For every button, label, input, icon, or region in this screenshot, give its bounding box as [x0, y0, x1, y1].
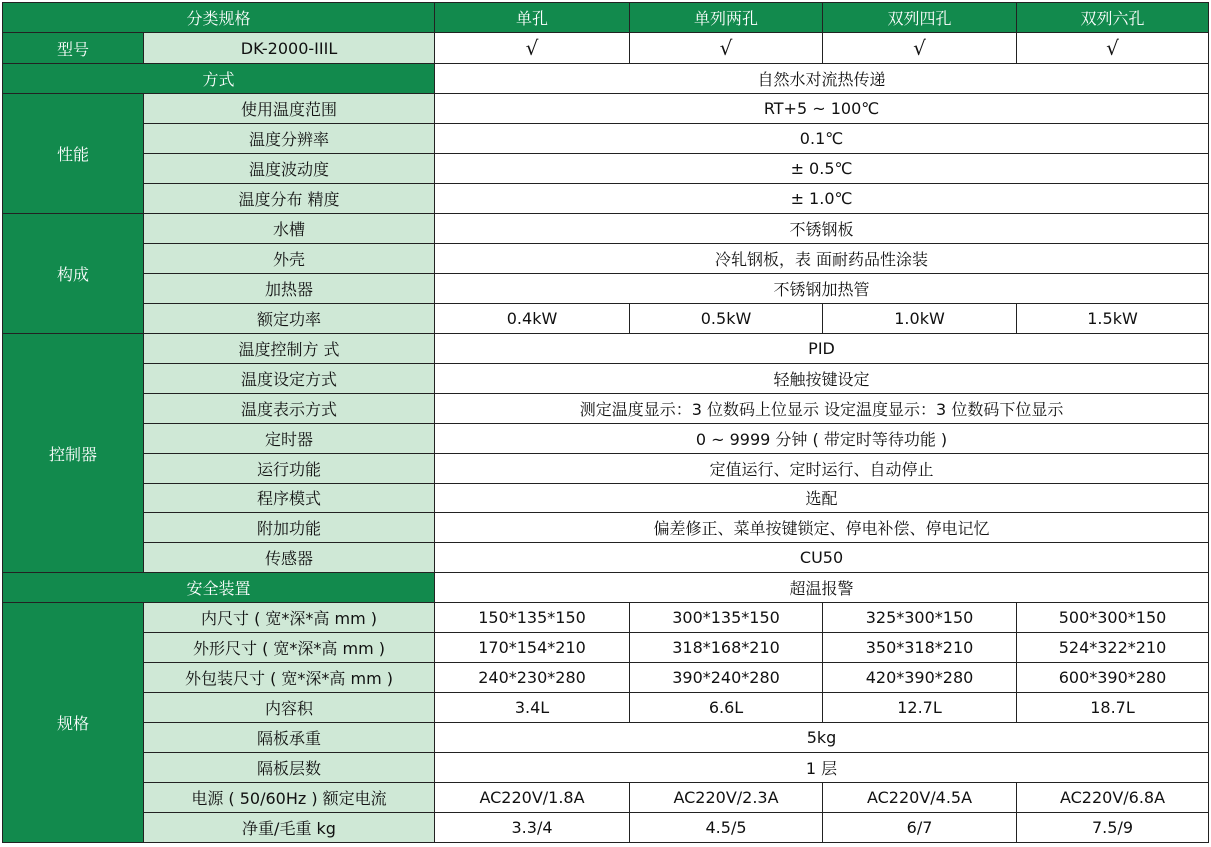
- row-label: 温度表示方式: [144, 393, 435, 423]
- spec-row: [3, 124, 1209, 154]
- inner-size-value: 325*300*150: [823, 603, 1017, 633]
- row-value: 轻触按键设定: [435, 363, 1209, 393]
- power-supply-value: AC220V/4.5A: [823, 783, 1017, 813]
- model-label: 型号: [3, 32, 144, 63]
- row-label: 水槽: [144, 213, 435, 243]
- row-value: 0 ~ 9999 分钟 ( 带定时等待功能 ): [435, 423, 1209, 453]
- spec-row: [3, 453, 1209, 483]
- row-value: ± 1.0℃: [435, 183, 1209, 213]
- method-label: 方式: [3, 64, 435, 94]
- package-size-value: 420*390*280: [823, 663, 1017, 693]
- power-value: 0.4kW: [435, 303, 630, 333]
- row-value: 0.1℃: [435, 124, 1209, 154]
- spec-row: [3, 213, 1209, 243]
- power-supply-value: AC220V/1.8A: [435, 783, 630, 813]
- package-size-value: 600*390*280: [1017, 663, 1209, 693]
- row-label: 额定功率: [144, 303, 435, 333]
- row-value: 冷轧钢板，表 面耐药品性涂装: [435, 243, 1209, 273]
- weight-value: 4.5/5: [630, 812, 823, 842]
- check-mark: √: [435, 32, 630, 63]
- row-value: 偏差修正、菜单按键锁定、停电补偿、停电记忆: [435, 513, 1209, 543]
- check-mark: √: [823, 32, 1017, 63]
- spec-row: [3, 723, 1209, 753]
- outer-size-value: 350*318*210: [823, 633, 1017, 663]
- row-label: 温度控制方 式: [144, 333, 435, 363]
- row-value: 1 层: [435, 753, 1209, 783]
- outer-size-value: 318*168*210: [630, 633, 823, 663]
- group-label-construction: 构成: [3, 213, 144, 333]
- row-label: 外包装尺寸 ( 宽*深*高 mm ): [144, 663, 435, 693]
- model-number: DK-2000-IIIL: [144, 32, 435, 63]
- volume-value: 6.6L: [630, 693, 823, 723]
- power-supply-value: AC220V/6.8A: [1017, 783, 1209, 813]
- power-supply-value: AC220V/2.3A: [630, 783, 823, 813]
- spec-row: [3, 243, 1209, 273]
- spec-row: [3, 783, 1209, 813]
- row-label: 传感器: [144, 543, 435, 573]
- spec-row: [3, 303, 1209, 333]
- header-row: [3, 3, 1209, 33]
- row-label: 隔板承重: [144, 723, 435, 753]
- safety-label: 安全装置: [3, 573, 435, 603]
- spec-row: [3, 483, 1209, 513]
- method-row: [3, 64, 1209, 94]
- row-label: 净重/毛重 kg: [144, 812, 435, 842]
- inner-size-value: 500*300*150: [1017, 603, 1209, 633]
- row-label: 外壳: [144, 243, 435, 273]
- spec-table: [2, 2, 1209, 843]
- spec-row: [3, 513, 1209, 543]
- spec-row: [3, 94, 1209, 124]
- method-value: 自然水对流热传递: [435, 64, 1209, 94]
- power-value: 0.5kW: [630, 303, 823, 333]
- spec-row: [3, 812, 1209, 842]
- spec-row: [3, 603, 1209, 633]
- spec-row: [3, 633, 1209, 663]
- spec-row: [3, 363, 1209, 393]
- safety-value: 超温报警: [435, 573, 1209, 603]
- group-label-controller: 控制器: [3, 333, 144, 573]
- spec-row: [3, 663, 1209, 693]
- spec-row: [3, 333, 1209, 363]
- row-value: 不锈钢加热管: [435, 273, 1209, 303]
- outer-size-value: 170*154*210: [435, 633, 630, 663]
- spec-row: [3, 693, 1209, 723]
- row-label: 温度设定方式: [144, 363, 435, 393]
- spec-row: [3, 183, 1209, 213]
- row-label: 温度分辨率: [144, 124, 435, 154]
- model-row: [3, 32, 1209, 63]
- model-header-1: 单孔: [435, 3, 630, 33]
- volume-value: 3.4L: [435, 693, 630, 723]
- row-value: 选配: [435, 483, 1209, 513]
- row-value: RT+5 ~ 100℃: [435, 94, 1209, 124]
- row-value: CU50: [435, 543, 1209, 573]
- spec-row: [3, 154, 1209, 184]
- row-value: PID: [435, 333, 1209, 363]
- row-label: 附加功能: [144, 513, 435, 543]
- row-value: 不锈钢板: [435, 213, 1209, 243]
- spec-row: [3, 423, 1209, 453]
- check-mark: √: [1017, 32, 1209, 63]
- weight-value: 7.5/9: [1017, 812, 1209, 842]
- safety-row: [3, 573, 1209, 603]
- volume-value: 12.7L: [823, 693, 1017, 723]
- volume-value: 18.7L: [1017, 693, 1209, 723]
- spec-row: [3, 273, 1209, 303]
- category-header: 分类规格: [3, 3, 435, 33]
- row-label: 运行功能: [144, 453, 435, 483]
- power-value: 1.5kW: [1017, 303, 1209, 333]
- model-header-4: 双列六孔: [1017, 3, 1209, 33]
- spec-row: [3, 393, 1209, 423]
- spec-row: [3, 753, 1209, 783]
- row-value: ± 0.5℃: [435, 154, 1209, 184]
- row-label: 电源 ( 50/60Hz ) 额定电流: [144, 783, 435, 813]
- row-label: 隔板层数: [144, 753, 435, 783]
- inner-size-value: 300*135*150: [630, 603, 823, 633]
- spec-row: [3, 543, 1209, 573]
- row-value: 5kg: [435, 723, 1209, 753]
- weight-value: 6/7: [823, 812, 1017, 842]
- package-size-value: 240*230*280: [435, 663, 630, 693]
- row-label: 程序模式: [144, 483, 435, 513]
- row-label: 加热器: [144, 273, 435, 303]
- outer-size-value: 524*322*210: [1017, 633, 1209, 663]
- check-mark: √: [630, 32, 823, 63]
- row-label: 内容积: [144, 693, 435, 723]
- weight-value: 3.3/4: [435, 812, 630, 842]
- row-label: 温度分布 精度: [144, 183, 435, 213]
- row-label: 外形尺寸 ( 宽*深*高 mm ): [144, 633, 435, 663]
- inner-size-value: 150*135*150: [435, 603, 630, 633]
- row-label: 使用温度范围: [144, 94, 435, 124]
- model-header-2: 单列两孔: [630, 3, 823, 33]
- row-value: 定值运行、定时运行、自动停止: [435, 453, 1209, 483]
- row-value: 测定温度显示：3 位数码上位显示 设定温度显示：3 位数码下位显示: [435, 393, 1209, 423]
- power-value: 1.0kW: [823, 303, 1017, 333]
- model-header-3: 双列四孔: [823, 3, 1017, 33]
- group-label-specs: 规格: [3, 603, 144, 843]
- package-size-value: 390*240*280: [630, 663, 823, 693]
- group-label-performance: 性能: [3, 94, 144, 214]
- row-label: 内尺寸 ( 宽*深*高 mm ): [144, 603, 435, 633]
- row-label: 定时器: [144, 423, 435, 453]
- row-label: 温度波动度: [144, 154, 435, 184]
